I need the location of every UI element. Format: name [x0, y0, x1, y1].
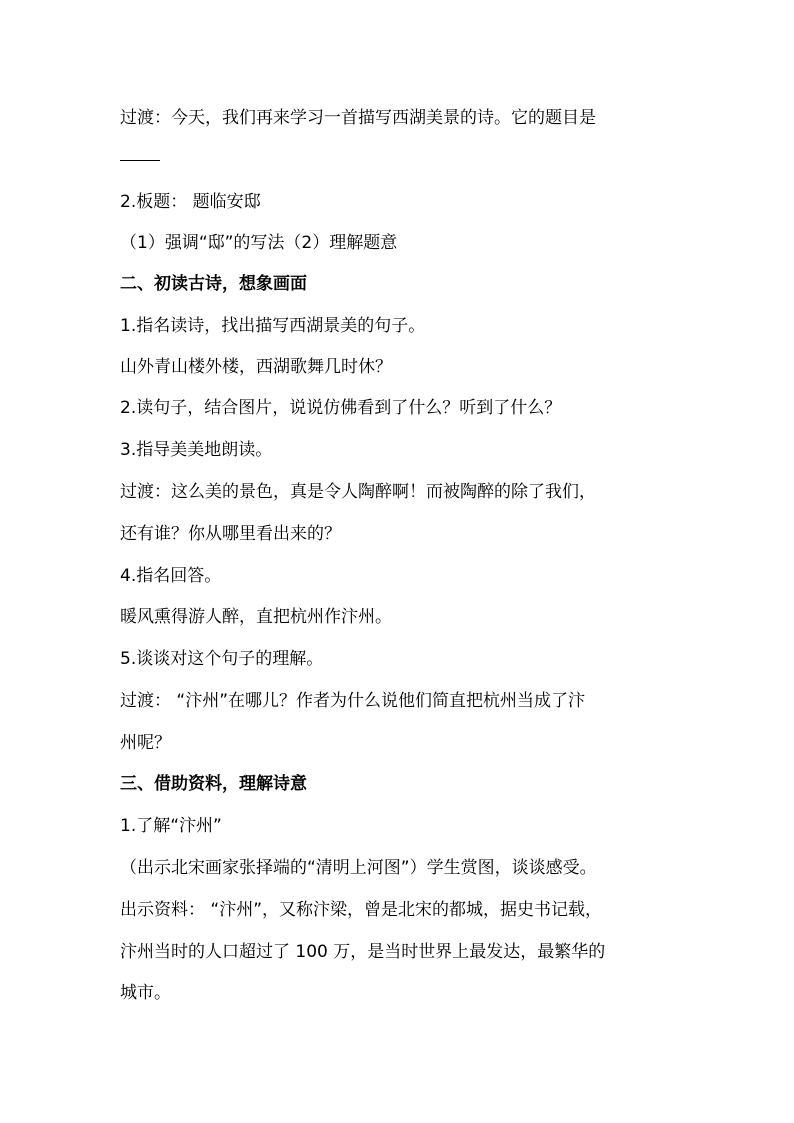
transition-intoxicated-line: 过渡：这么美的景色，真是令人陶醉啊！而被陶醉的除了我们， — [120, 482, 596, 502]
poem-line-2: 暖风熏得游人醉，直把杭州作汴州。 — [120, 607, 392, 627]
board-title-line: 2.板题： 题临安邸 — [120, 192, 261, 212]
transition-intoxicated-line-cont: 还有谁？你从哪里看出来的？ — [120, 524, 341, 544]
step-guided-reading: 3.指导美美地朗读。 — [120, 440, 273, 460]
section-heading-3: 三、借助资料，理解诗意 — [120, 774, 307, 794]
material-line-2: 汴州当时的人口超过了 100 万，是当时世界上最发达，最繁华的 — [120, 942, 606, 962]
transition-bianzhou-line: 过渡： “汴州”在哪儿？作者为什么说他们简直把杭州当成了汴 — [120, 691, 586, 711]
step-read-poem: 1.指名读诗，找出描写西湖景美的句子。 — [120, 316, 426, 336]
material-line-1: 出示资料： “汴州”，又称汴梁，曾是北宋的都城，据史书记载， — [120, 900, 603, 920]
section-heading-2: 二、初读古诗，想象画面 — [120, 274, 307, 294]
material-line-3: 城市。 — [120, 983, 171, 1003]
title-focus-line: （1）强调“邸”的写法（2）理解题意 — [120, 233, 398, 253]
transition-intro-line: 过渡：今天，我们再来学习一首描写西湖美景的诗。它的题目是 — [120, 108, 596, 128]
step-read-sentence: 2.读句子，结合图片，说说仿佛看到了什么？听到了什么？ — [120, 398, 562, 418]
step-learn-bianzhou: 1.了解“汴州” — [120, 816, 222, 836]
step-answer: 4.指名回答。 — [120, 566, 222, 586]
answer-blank-rule — [120, 160, 160, 161]
step-understand-sentence: 5.谈谈对这个句子的理解。 — [120, 649, 324, 669]
transition-bianzhou-line-cont: 州呢？ — [120, 733, 171, 753]
poem-line-1: 山外青山楼外楼，西湖歌舞几时休？ — [120, 357, 392, 377]
painting-appreciation-line: （出示北宋画家张择端的“清明上河图”）学生赏图，谈谈感受。 — [120, 858, 597, 878]
